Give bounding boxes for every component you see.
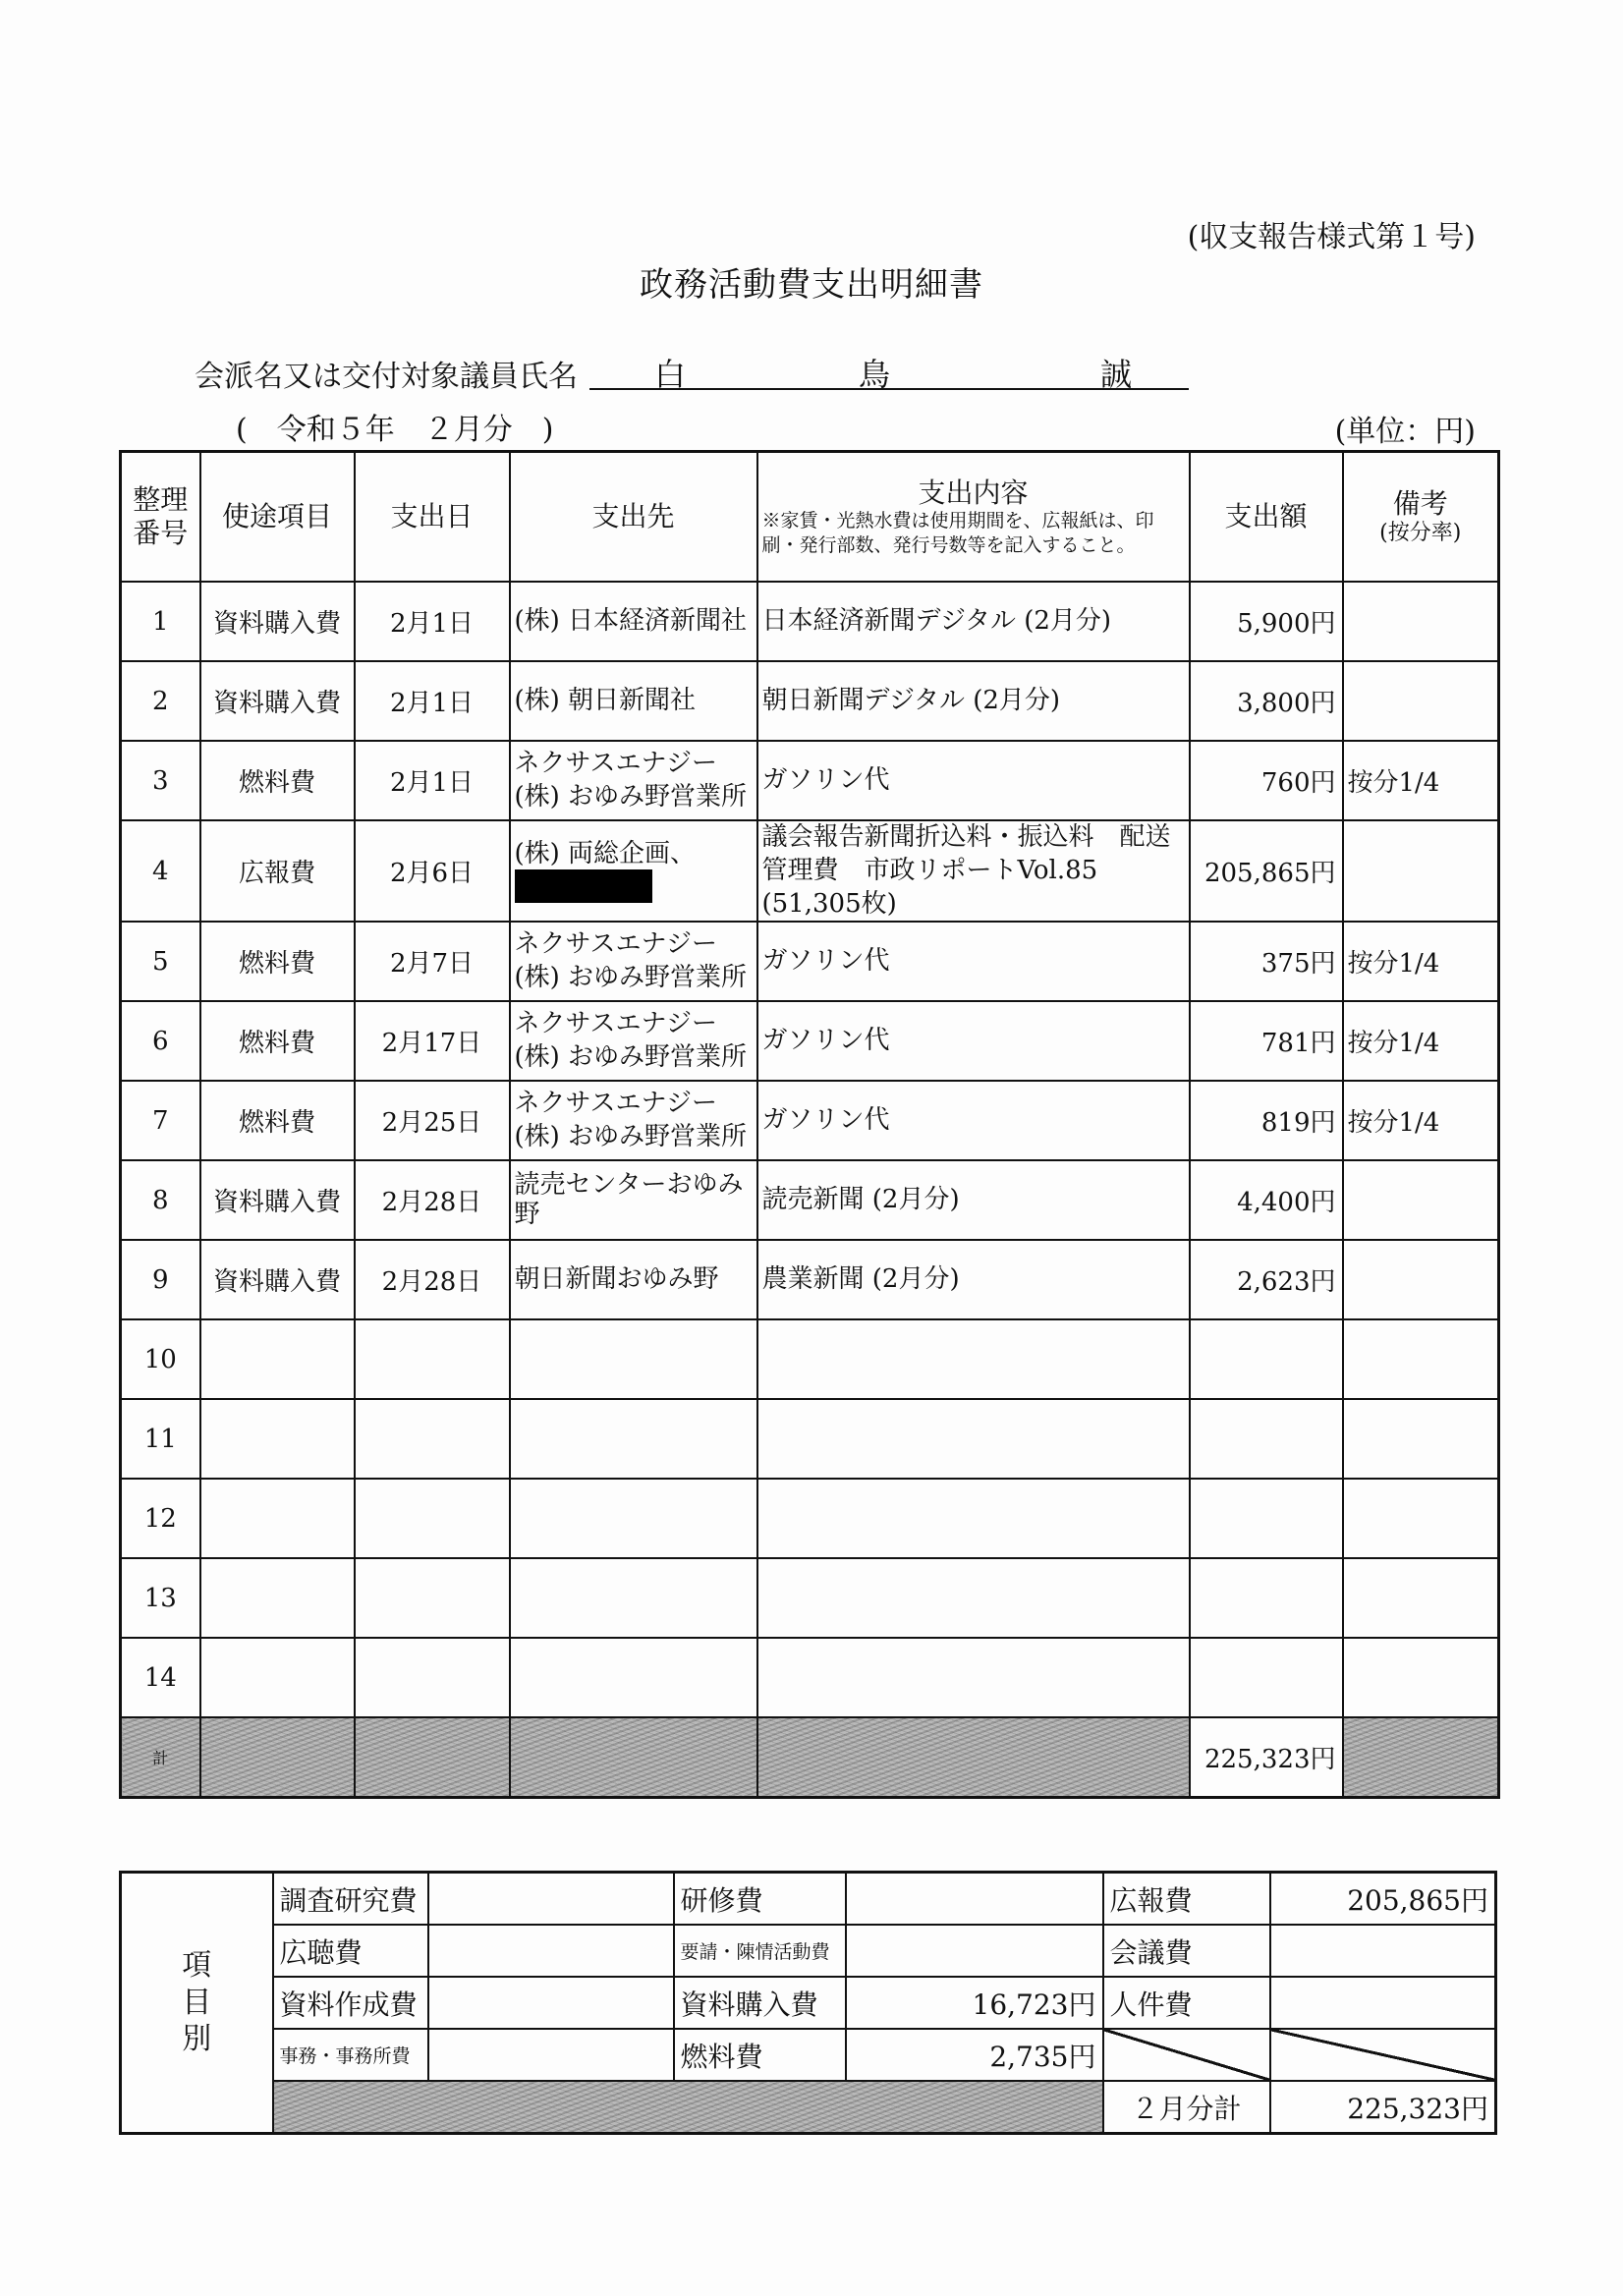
row-date-text: 2月28日 [381, 1188, 482, 1218]
row-note [1343, 1638, 1499, 1717]
row-content [757, 1001, 1190, 1081]
row-purpose [200, 1240, 355, 1319]
total-row [121, 1717, 1499, 1798]
row-purpose-text: 燃料費 [238, 768, 315, 798]
row-number-text: 6 [151, 1026, 169, 1056]
row-note [1343, 1479, 1499, 1558]
row-date [355, 1319, 510, 1399]
row-payee-text: (株) 朝日新聞社 [514, 685, 697, 715]
training-value [846, 1873, 1103, 1926]
row-payee-text: ネクサスエナジー (株) おゆみ野営業所 [514, 1089, 748, 1151]
row-content [757, 1081, 1190, 1160]
row-note [1343, 741, 1499, 820]
row-amount [1190, 1081, 1343, 1160]
row-date-text: 2月1日 [389, 609, 475, 639]
row-number [121, 922, 200, 1001]
month-total-label: ２月分計 [1103, 2081, 1270, 2134]
row-purpose [200, 1399, 355, 1479]
row-payee [510, 1160, 757, 1240]
row-purpose [200, 820, 355, 922]
row-number [121, 1399, 200, 1479]
row-number [121, 661, 200, 741]
col-header-date: 支出日 [355, 452, 510, 583]
shaded-cell [510, 1717, 757, 1798]
col-header-amount: 支出額 [1190, 452, 1343, 583]
row-purpose-text: 広報費 [238, 859, 315, 889]
table-row [121, 1558, 1499, 1638]
row-number-text: 9 [151, 1264, 169, 1295]
research-label: 調査研究費 [273, 1873, 428, 1926]
row-purpose-text: 資料購入費 [212, 609, 341, 639]
row-purpose-text: 燃料費 [238, 1029, 315, 1059]
category-row [121, 1977, 1496, 2029]
row-content [757, 1399, 1190, 1479]
row-date-text: 2月7日 [389, 949, 475, 980]
row-number-text: 1 [151, 606, 169, 637]
diagonal-slash-cell [1270, 2029, 1496, 2081]
row-purpose [200, 582, 355, 661]
row-number [121, 1479, 200, 1558]
row-payee [510, 922, 757, 1001]
office-label: 事務・事務所費 [273, 2029, 428, 2081]
row-date [355, 1399, 510, 1479]
form-number: (収支報告様式第１号) [1187, 220, 1476, 254]
table-row [121, 1001, 1499, 1081]
row-note [1343, 661, 1499, 741]
table-row [121, 1399, 1499, 1479]
pr-value: 205,865円 [1270, 1873, 1496, 1926]
row-amount-text: 819円 [1260, 1108, 1336, 1139]
row-content-text: ガソリン代 [761, 945, 890, 976]
side-char: 目 [182, 1985, 212, 2020]
row-note [1343, 1319, 1499, 1399]
row-number [121, 741, 200, 820]
row-amount-text: 375円 [1260, 949, 1336, 980]
row-content [757, 582, 1190, 661]
col-header-content-title: 支出内容 [918, 476, 1029, 509]
row-content [757, 741, 1190, 820]
row-content-text: ガソリン代 [761, 1025, 890, 1055]
petition-value [846, 1925, 1103, 1977]
category-row [121, 2029, 1496, 2081]
col-header-note [1343, 452, 1499, 583]
row-payee-text: ネクサスエナジー (株) おゆみ野営業所 [514, 748, 748, 812]
row-date [355, 1160, 510, 1240]
row-payee [510, 1479, 757, 1558]
row-purpose [200, 1160, 355, 1240]
member-name-char-2: 鳥 [859, 356, 891, 393]
row-number [121, 1001, 200, 1081]
pr-label: 広報費 [1103, 1873, 1270, 1926]
table-row [121, 820, 1499, 922]
row-date-text: 2月25日 [381, 1108, 482, 1139]
side-char: 別 [182, 2022, 212, 2057]
row-date [355, 1240, 510, 1319]
training-label: 研修費 [674, 1873, 846, 1926]
row-amount [1190, 1160, 1343, 1240]
member-name-char-3: 誠 [1100, 356, 1133, 393]
expense-table [119, 450, 1500, 1799]
row-date [355, 1558, 510, 1638]
fuel-value: 2,735円 [846, 2029, 1103, 2081]
row-number [121, 1319, 200, 1399]
row-content [757, 1160, 1190, 1240]
row-number-text: 2 [151, 686, 169, 716]
row-note-text: 按分1/4 [1347, 1108, 1440, 1139]
row-note [1343, 922, 1499, 1001]
name-label: 会派名又は交付対象議員氏名 [195, 360, 578, 394]
table-row [121, 1240, 1499, 1319]
row-purpose [200, 1638, 355, 1717]
row-amount-text: 205,865円 [1203, 859, 1336, 889]
shaded-cell [1343, 1717, 1499, 1798]
row-content-text: 日本経済新聞デジタル (2月分) [761, 605, 1112, 636]
row-amount-text: 4,400円 [1237, 1188, 1336, 1218]
row-date [355, 1638, 510, 1717]
row-number-text: 10 [143, 1344, 177, 1374]
row-content [757, 1240, 1190, 1319]
col-header-content [757, 452, 1190, 583]
row-purpose [200, 1479, 355, 1558]
row-content [757, 661, 1190, 741]
row-purpose [200, 1319, 355, 1399]
category-summary-table [119, 1871, 1497, 2135]
row-amount [1190, 1399, 1343, 1479]
materials-making-label: 資料作成費 [273, 1977, 428, 2029]
row-content-text: 議会報告新聞折込料・振込料 配送管理費 市政リポートVol.85 (51,305枚) [761, 822, 1171, 919]
row-content-text: ガソリン代 [761, 764, 890, 795]
row-content-text: ガソリン代 [761, 1104, 890, 1135]
shaded-cell [355, 1717, 510, 1798]
row-date [355, 1081, 510, 1160]
diagonal-slash-cell [1103, 2029, 1270, 2081]
row-note-text: 按分1/4 [1347, 768, 1440, 798]
row-amount [1190, 1240, 1343, 1319]
row-payee-text: ネクサスエナジー (株) おゆみ野営業所 [514, 929, 748, 992]
row-note-text: 按分1/4 [1347, 1029, 1440, 1059]
hearing-label: 広聴費 [273, 1925, 428, 1977]
row-number [121, 820, 200, 922]
row-purpose-text: 資料購入費 [212, 1188, 341, 1218]
row-payee-text: (株) 両総企画、 [514, 838, 697, 868]
row-payee-text: 朝日新聞おゆみ野 [514, 1263, 719, 1294]
row-purpose-text: 資料購入費 [212, 1267, 341, 1298]
row-amount [1190, 922, 1343, 1001]
row-date-text: 2月1日 [389, 768, 475, 798]
row-amount [1190, 1319, 1343, 1399]
row-note [1343, 1001, 1499, 1081]
row-number [121, 1240, 200, 1319]
row-note [1343, 1081, 1499, 1160]
row-payee [510, 1638, 757, 1717]
row-amount-text: 2,623円 [1237, 1267, 1336, 1298]
row-number-text: 5 [151, 946, 169, 977]
row-date [355, 661, 510, 741]
row-date [355, 582, 510, 661]
row-content-text: 農業新聞 (2月分) [761, 1263, 960, 1294]
personnel-value [1270, 1977, 1496, 2029]
row-number [121, 1638, 200, 1717]
redaction-block [515, 869, 652, 903]
row-purpose [200, 1558, 355, 1638]
personnel-label: 人件費 [1103, 1977, 1270, 2029]
row-purpose [200, 1001, 355, 1081]
month-total-value: 225,323円 [1270, 2081, 1496, 2134]
row-note [1343, 1558, 1499, 1638]
research-value [428, 1873, 674, 1926]
total-label: 計 [121, 1717, 200, 1798]
row-amount [1190, 820, 1343, 922]
table-row [121, 1479, 1499, 1558]
member-name-char-1: 白 [654, 356, 687, 393]
row-number-text: 8 [151, 1185, 169, 1215]
row-payee [510, 1001, 757, 1081]
row-payee [510, 1319, 757, 1399]
row-payee-text: ネクサスエナジー (株) おゆみ野営業所 [514, 1009, 748, 1072]
row-amount [1190, 1638, 1343, 1717]
row-purpose-text: 燃料費 [238, 949, 315, 980]
row-date-text: 2月1日 [389, 689, 475, 718]
row-amount [1190, 741, 1343, 820]
row-content [757, 1479, 1190, 1558]
col-header-content-note: ※家賃・光熱水費は使用期間を、広報紙は、印刷・発行部数、発行号数等を記入すること。 [761, 510, 1154, 556]
row-content-text: 朝日新聞デジタル (2月分) [761, 685, 1061, 715]
table-row [121, 1638, 1499, 1717]
table-row [121, 661, 1499, 741]
table-row [121, 1160, 1499, 1240]
row-date-text: 2月28日 [381, 1267, 482, 1298]
table-header-row [121, 452, 1499, 583]
col-header-no: 整理番号 [121, 452, 200, 583]
row-amount [1190, 582, 1343, 661]
unit-label: (単位：円) [1334, 415, 1476, 449]
row-date-text: 2月6日 [389, 859, 475, 889]
row-date [355, 1001, 510, 1081]
row-payee [510, 1081, 757, 1160]
row-date [355, 922, 510, 1001]
row-content [757, 1319, 1190, 1399]
document-title: 政務活動費支出明細書 [640, 265, 983, 305]
row-number [121, 1081, 200, 1160]
row-purpose-text: 燃料費 [238, 1108, 315, 1139]
table-row [121, 741, 1499, 820]
row-payee [510, 1399, 757, 1479]
materials-making-value [428, 1977, 674, 2029]
row-content [757, 1558, 1190, 1638]
row-purpose [200, 661, 355, 741]
row-content [757, 922, 1190, 1001]
row-note [1343, 1399, 1499, 1479]
row-payee [510, 820, 757, 922]
meeting-label: 会議費 [1103, 1925, 1270, 1977]
row-content [757, 1638, 1190, 1717]
row-note [1343, 582, 1499, 661]
category-row [121, 1873, 1496, 1926]
row-purpose [200, 741, 355, 820]
row-number [121, 582, 200, 661]
row-amount-text: 760円 [1260, 768, 1336, 798]
row-payee [510, 741, 757, 820]
category-row [121, 1925, 1496, 1977]
col-header-note-title: 備考 [1392, 487, 1448, 520]
col-header-note-sub: (按分率) [1379, 520, 1462, 545]
petition-label: 要請・陳情活動費 [674, 1925, 846, 1977]
row-note [1343, 1160, 1499, 1240]
row-amount-text: 5,900円 [1237, 609, 1336, 639]
row-number-text: 3 [151, 765, 169, 796]
row-number [121, 1558, 200, 1638]
office-value [428, 2029, 674, 2081]
meeting-value [1270, 1925, 1496, 1977]
row-payee [510, 661, 757, 741]
row-note [1343, 820, 1499, 922]
row-note-text: 按分1/4 [1347, 949, 1440, 980]
materials-purchase-label: 資料購入費 [674, 1977, 846, 2029]
row-amount [1190, 661, 1343, 741]
materials-purchase-value: 16,723円 [846, 1977, 1103, 2029]
category-side-label [121, 1873, 273, 2134]
row-purpose [200, 922, 355, 1001]
row-amount [1190, 1479, 1343, 1558]
table-row [121, 1081, 1499, 1160]
table-row [121, 582, 1499, 661]
fuel-label: 燃料費 [674, 2029, 846, 2081]
col-header-payee: 支出先 [510, 452, 757, 583]
period-label: ( 令和５年 ２月分 ) [236, 413, 554, 447]
shaded-cell [757, 1717, 1190, 1798]
row-number [121, 1160, 200, 1240]
row-date [355, 1479, 510, 1558]
col-header-purpose: 使途項目 [200, 452, 355, 583]
row-amount [1190, 1001, 1343, 1081]
row-number-text: 12 [143, 1503, 177, 1534]
row-number-text: 7 [151, 1105, 169, 1136]
row-number-text: 13 [143, 1583, 177, 1613]
row-payee-text: (株) 日本経済新聞社 [514, 605, 748, 636]
row-content [757, 820, 1190, 922]
row-date-text: 2月17日 [381, 1029, 482, 1059]
table-row [121, 1319, 1499, 1399]
side-char: 項 [182, 1948, 212, 1984]
row-purpose [200, 1081, 355, 1160]
row-number-text: 11 [143, 1424, 177, 1454]
hearing-value [428, 1925, 674, 1977]
row-date [355, 741, 510, 820]
row-number-text: 4 [151, 856, 169, 886]
row-payee-text: 読売センターおゆみ野 [514, 1170, 744, 1229]
row-date [355, 820, 510, 922]
category-total-row [121, 2081, 1496, 2134]
total-amount: 225,323円 [1190, 1717, 1343, 1798]
row-purpose-text: 資料購入費 [212, 689, 341, 718]
row-amount-text: 781円 [1260, 1029, 1336, 1059]
row-amount-text: 3,800円 [1237, 689, 1336, 718]
row-note [1343, 1240, 1499, 1319]
row-amount [1190, 1558, 1343, 1638]
row-content-text: 読売新聞 (2月分) [761, 1184, 960, 1214]
row-payee [510, 1558, 757, 1638]
shaded-cell [273, 2081, 1103, 2134]
row-number-text: 14 [143, 1662, 177, 1693]
row-payee [510, 1240, 757, 1319]
shaded-cell [200, 1717, 355, 1798]
row-payee [510, 582, 757, 661]
table-row [121, 922, 1499, 1001]
